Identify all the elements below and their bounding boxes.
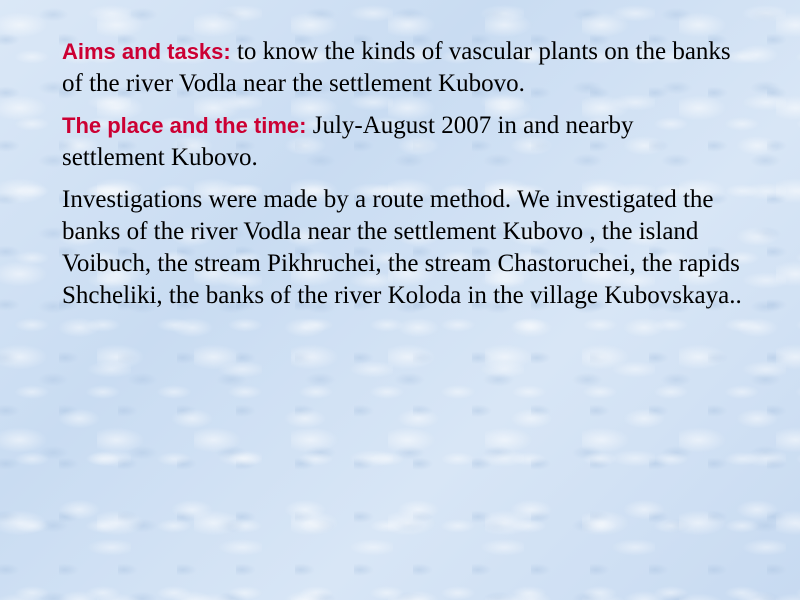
aims-paragraph [62,36,742,100]
aims-text: to know the kinds of vascular plants on the banks of the river Vodla near the settlement Kubovo. [62,38,731,97]
investigations-paragraph [62,184,742,312]
place-time-text: July-August 2007 in and nearby settlement Kubovo. [62,112,634,171]
place-time-paragraph [62,110,742,174]
place-time-label: The place and the time: [62,113,307,138]
aims-label: Aims and tasks: [62,39,231,64]
slide-content [62,36,742,322]
investigations-text: Investigations were made by a route method. We investigated the banks of the river Vodla near the settlement Kubovo , the island Voibuch, the stream Pikhruchei, the stream Chastoruchei, the rapids Shcheliki, the banks of the river Koloda in the village Kubovskaya.. [62,186,742,309]
